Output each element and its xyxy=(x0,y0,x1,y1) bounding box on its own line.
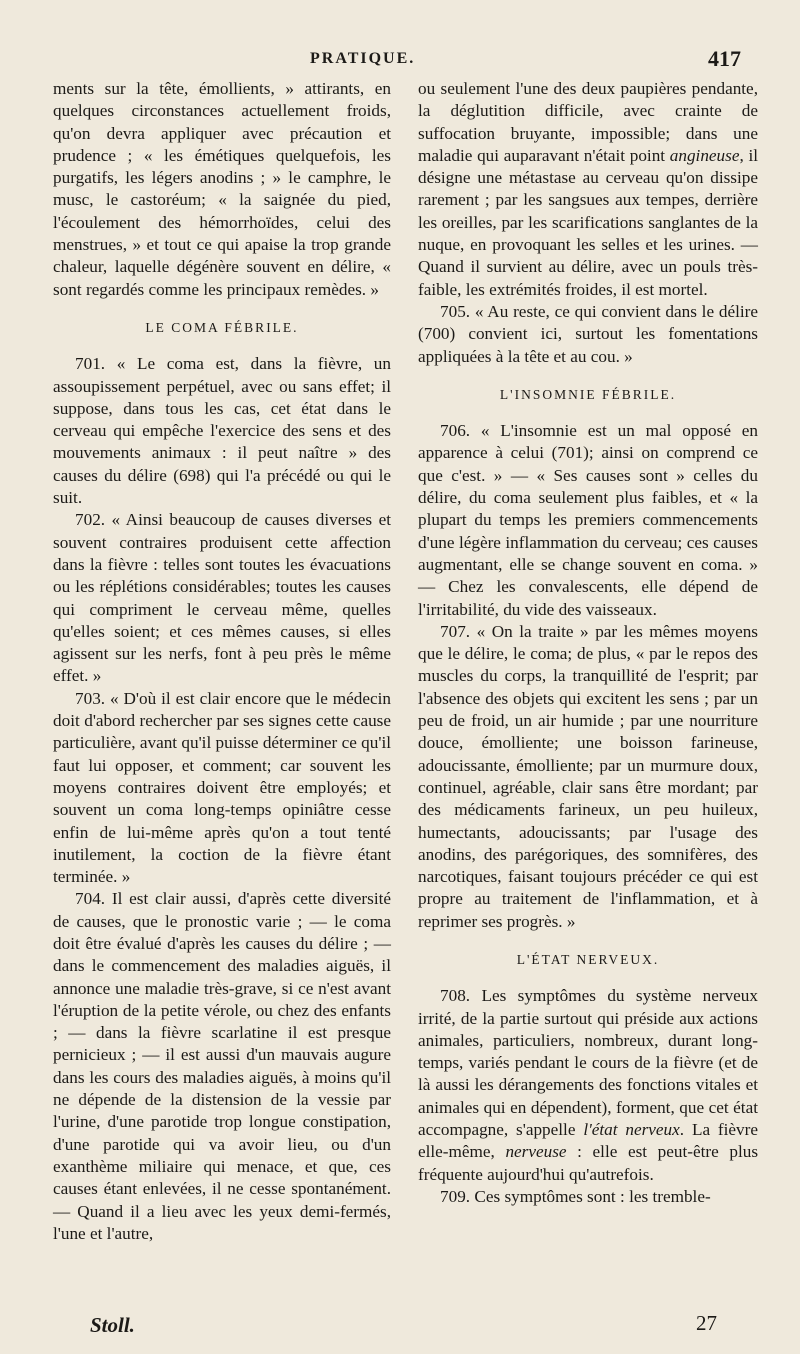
printer-signature: Stoll. xyxy=(90,1313,135,1337)
paragraph-706: 706. « L'insomnie est un mal opposé en apparence à celui (701); ainsi on comprend ce que c'est. » — « Ses causes sont » celles du délire, du coma seulement plus faibles, et « la plupart du temps les premiers commencements d'une légère inflammation du cerveau; ces causes augmentant, elle se change souvent en coma. » — Chez les convalescents, elle dépend de l'irritabilité, du vide des vaisseaux. xyxy=(418,421,758,619)
left-column xyxy=(53,78,391,1245)
paragraph-702: 702. « Ainsi beaucoup de causes diverses et souvent contraires produisent cette affection dans la fièvre : telles sont toutes les évacuations ou les réplétions considérables; toutes les causes qui compriment le cerveau même, quelles qu'elles soient; et ces mêmes causes, si elles agissent sur les nerfs, font à peu près le même effet. » xyxy=(53,510,391,686)
text-run: , il désigne une métastase au cerveau qu'on dissipe rarement ; par les sangsues aux tempes, derrière les oreilles, par les scarifications sanglantes de la nuque, en provoquant les selles et les urines. — Quand il survient au délire, avec un pouls très-faible, les extrémités froides, il est mortel. xyxy=(418,145,758,299)
emphasis-angineuse: angineuse xyxy=(669,145,740,165)
section-title-insomnie: L'INSOMNIE FÉBRILE. xyxy=(499,386,677,402)
paragraph-705: 705. « Au reste, ce qui convient dans le délire (700) convient ici, surtout les fomentations appliquées à la tête et au cou. » xyxy=(418,301,758,366)
section-title-etat-nerveux: L'ÉTAT NERVEUX. xyxy=(516,951,660,967)
page-number: 417 xyxy=(708,46,741,71)
right-column xyxy=(418,78,758,1208)
section-title-coma: LE COMA FÉBRILE. xyxy=(145,319,299,335)
emphasis-nerveuse: nerveuse xyxy=(505,1142,567,1162)
paragraph-708: 708. Les symptômes du système nerveux irrité, de la partie surtout qui préside aux actions animales, particuliers, nombreux, durant long-temps, variés pendant le cours de la fièvre (et de là aussi les dérangements des fonctions vitales et animales qui en dépendent), forment, que cet état accompagne, s'appelle l'état nerveux. La fièvre elle-même, nerveuse : elle est peut-être plus fréquente aujourd'hui qu'autrefois. xyxy=(418,986,759,1184)
text-run: ou seulement l'une des deux paupières pendante, la déglutition difficile, avec crainte de suffocation bruyante, impossible; dans une maladie qui auparavant n'était point xyxy=(418,79,758,165)
paragraph-continuation-right xyxy=(418,78,758,301)
paragraph-709: 709. Ces symptômes sont : les tremble- xyxy=(440,1186,711,1206)
paragraph-704: 704. Il est clair aussi, d'après cette diversité de causes, que le pronostic varie ; — le coma doit être évalué d'après les causes du délire ; — dans le commencement des maladies aiguës, il annonce une maladie très-grave, si ce n'est avant l'éruption de la petite vérole, ou chez des enfants ; — dans la fièvre scarlatine il est presque pernicieux ; — il est aussi d'un mauvais augure dans les cours des maladies aiguës, à moins qu'il ne dépende de la distension de la vessie par l'urine, d'une parotide trop longue constipation, d'une parotide qui va avoir lieu, ou d'un exanthème miliaire qui menace, et que, ces causes étant enlevées, il ne cesse spontanément. — Quand il a lieu avec les yeux demi-fermés, l'une et l'autre, xyxy=(53,889,391,1243)
text-run: 708. Les symptômes du système nerveux irrité, de la partie surtout qui préside aux actions animales, particuliers, nombreux, durant long-temps, variés pendant le cours de la fièvre (et de là aussi les dérangements des fonctions vitales et animales qui en dépendent), forment, que cet état accompagne, s'appelle xyxy=(418,986,758,1140)
paragraph-701: 701. « Le coma est, dans la fièvre, un assoupissement perpétuel, avec ou sans effet; il suppose, dans tous les cas, cet état dans le cerveau qui empêche l'exercice des sens et des mouvements animaux : il peut naître » des causes du délire (698) qui l'a précédé ou qui le suit. xyxy=(53,354,391,508)
page-header xyxy=(0,46,800,76)
running-head: PRATIQUE. xyxy=(310,50,416,67)
sheet-number: 27 xyxy=(696,1311,717,1335)
paragraph-703: 703. « D'où il est clair encore que le médecin doit d'abord rechercher par ses signes cette cause particulière, avant qu'il puisse déterminer ce qu'il faut lui opposer, et comment; car souvent les moyens contraires doivent être employés; et souvent un coma long-temps opiniâtre cesse enfin de lui-même après qu'on a tout tenté inutilement, la coction de la fièvre étant terminée. » xyxy=(53,688,391,887)
paragraph-707: 707. « On la traite » par les mêmes moyens que le délire, le coma; de plus, « par le repos des muscles du corps, la tranquillité de l'esprit; par l'absence des objets qui excitent les sens ; par un peu de froid, un air humide ; par une nourriture douce, émolliente; une boisson farineuse, adoucissante, émolliente; par un murmure doux, continuel, agréable, clair sans être mordant; par des médicaments farineux, un peu huileux, humectants, adoucissants; par l'usage des anodins, des parégoriques, des somnifères, des narcotiques, faisant toujours précéder ce qui est propre au traitement de l'inflammation, et à reprimer ses progrès. » xyxy=(418,621,758,931)
text-run: : elle est peut-être plus fréquente aujourd'hui qu'autrefois. xyxy=(418,1142,759,1184)
paragraph-continuation: ments sur la tête, émollients, » attirants, en quelques circonstances actuellement froids, qu'on devra appliquer avec précaution et prudence ; « les émétiques quelquefois, les purgatifs, les légers anodins ; » le camphre, le musc, le castoréum; « la saignée du pied, l'écoulement des hémorrhoïdes, celui des menstrues, » et tout ce qui apaise la trop grande chaleur, laquelle dégénère souvent en délire, « sont regardés comme les principaux remèdes. » xyxy=(53,79,391,299)
emphasis-etat-nerveux: l'état nerveux xyxy=(583,1120,680,1140)
